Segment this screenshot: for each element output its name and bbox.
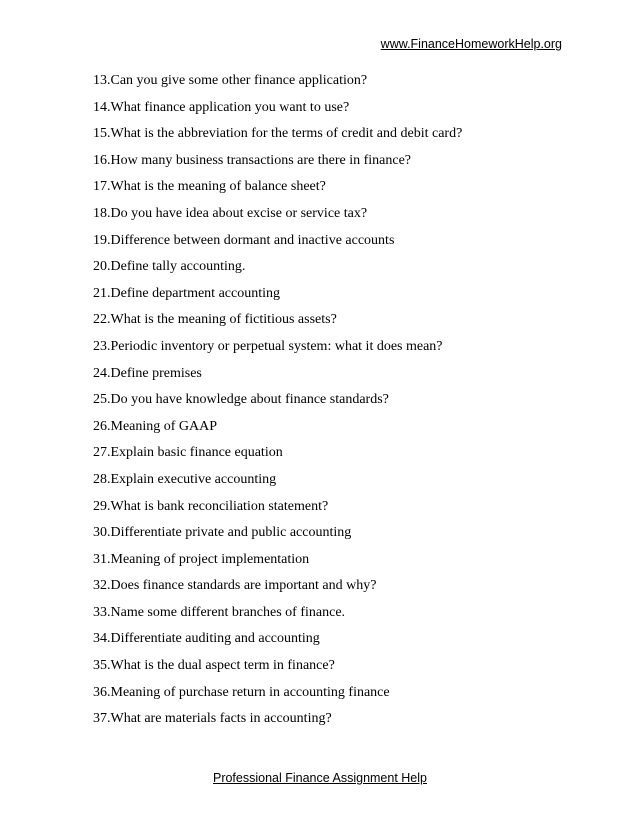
question-item: 27.Explain basic finance equation xyxy=(93,445,283,461)
question-item: 37.What are materials facts in accounting? xyxy=(93,711,332,727)
footer xyxy=(0,771,638,785)
question-item: 21.Define department accounting xyxy=(93,285,280,301)
question-item: 32.Does finance standards are important and why? xyxy=(93,578,377,594)
question-item: 14.What finance application you want to use? xyxy=(93,99,350,115)
question-item: 33.Name some different branches of finance. xyxy=(93,604,346,620)
question-item: 23.Periodic inventory or perpetual system: what it does mean? xyxy=(93,338,443,354)
question-item: 25.Do you have knowledge about finance standards? xyxy=(93,392,389,408)
question-item: 31.Meaning of project implementation xyxy=(93,551,310,567)
question-item: 30.Differentiate private and public accounting xyxy=(93,525,352,541)
question-item: 13.Can you give some other finance application? xyxy=(93,73,368,88)
question-item: 35.What is the dual aspect term in finance? xyxy=(93,658,335,674)
question-item: 29.What is bank reconciliation statement? xyxy=(93,498,329,514)
question-item: 26.Meaning of GAAP xyxy=(93,418,218,434)
footer-assignment-help-link[interactable]: Professional Finance Assignment Help xyxy=(212,771,427,785)
question-list xyxy=(93,68,462,733)
question-item: 24.Define premises xyxy=(93,365,202,381)
question-item: 20.Define tally accounting. xyxy=(93,259,246,275)
question-item: 22.What is the meaning of fictitious assets? xyxy=(93,312,337,328)
question-item: 36.Meaning of purchase return in accounting finance xyxy=(93,684,390,700)
question-item: 17.What is the meaning of balance sheet? xyxy=(93,179,326,195)
question-item: 19.Difference between dormant and inactive accounts xyxy=(93,232,395,248)
header-site-link[interactable]: www.FinanceHomeworkHelp.org xyxy=(380,37,562,51)
question-item: 34.Differentiate auditing and accounting xyxy=(93,631,320,647)
question-item: 28.Explain executive accounting xyxy=(93,471,277,487)
question-item: 16.How many business transactions are there in finance? xyxy=(93,152,412,168)
question-item: 15.What is the abbreviation for the terms of credit and debit card? xyxy=(93,126,463,142)
question-item: 18.Do you have idea about excise or service tax? xyxy=(93,205,368,221)
